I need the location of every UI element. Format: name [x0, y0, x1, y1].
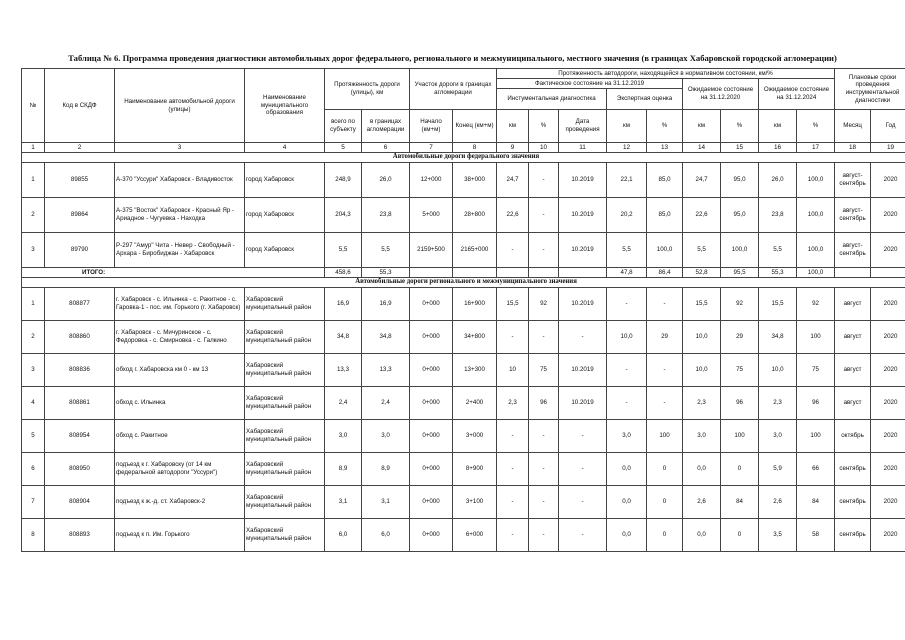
col-km: км [683, 110, 721, 143]
cell-year: 2020 [871, 387, 905, 420]
cell-km3: 24,7 [683, 163, 721, 198]
cell-km3: 0,0 [683, 519, 721, 552]
cell-km2: - [607, 387, 647, 420]
col-expected-2024: Ожидаемое состояние на 31.12.2024 [759, 79, 835, 110]
cell-start: 12+000 [410, 163, 453, 198]
cell-p2: 100 [647, 420, 683, 453]
column-number-cell: 3 [115, 143, 245, 153]
cell-km3: 10,0 [683, 354, 721, 387]
cell-p2: - [647, 387, 683, 420]
col-expert: Экспертная оценка [607, 89, 683, 110]
cell-date: 10.2019 [559, 233, 607, 268]
col-length: Протяженность дороги (улицы), км [325, 69, 410, 110]
cell-name: обход г. Хабаровска км 0 - км 13 [115, 354, 245, 387]
cell-km4: 2,6 [759, 486, 797, 519]
table-row [22, 163, 905, 198]
cell-start: 0+000 [410, 387, 453, 420]
cell-aggl: 3,1 [362, 486, 410, 519]
cell-km2: 5,5 [607, 233, 647, 268]
column-number-cell: 16 [759, 143, 797, 153]
cell-p1: - [529, 321, 559, 354]
column-number-cell: 8 [453, 143, 497, 153]
cell-p3: 0 [721, 453, 759, 486]
cell-date: 10.2019 [559, 387, 607, 420]
cell-km1: - [497, 519, 529, 552]
cell-km4: 3,5 [759, 519, 797, 552]
cell-start: 5+000 [410, 198, 453, 233]
total-cell [529, 268, 559, 278]
column-number-cell: 6 [362, 143, 410, 153]
cell-mun: Хабаровский муниципальный район [245, 486, 325, 519]
cell-mun: Хабаровский муниципальный район [245, 354, 325, 387]
cell-p4: 66 [797, 453, 835, 486]
cell-code: 808877 [45, 288, 115, 321]
col-norm-length: Протяженность автодороги, находящейся в нормативном состоянии, км/% [497, 69, 835, 79]
cell-km4: 15,5 [759, 288, 797, 321]
cell-date: - [559, 420, 607, 453]
cell-code: 808836 [45, 354, 115, 387]
col-end: Конец (км+м) [453, 110, 497, 143]
cell-km2: - [607, 354, 647, 387]
column-number-cell: 19 [871, 143, 905, 153]
cell-km1: - [497, 453, 529, 486]
column-number-cell: 12 [607, 143, 647, 153]
column-number-row [22, 143, 905, 153]
cell-total: 3,0 [325, 420, 362, 453]
cell-month: октябрь [835, 420, 871, 453]
cell-no: 2 [22, 321, 45, 354]
cell-aggl: 13,3 [362, 354, 410, 387]
cell-total: 2,4 [325, 387, 362, 420]
cell-month: август [835, 354, 871, 387]
cell-aggl: 16,9 [362, 288, 410, 321]
cell-p2: 0 [647, 453, 683, 486]
cell-km1: 10 [497, 354, 529, 387]
cell-p3: 75 [721, 354, 759, 387]
cell-p4: 100 [797, 321, 835, 354]
cell-p3: 95,0 [721, 163, 759, 198]
column-number-cell: 7 [410, 143, 453, 153]
cell-p4: 96 [797, 387, 835, 420]
cell-p2: 85,0 [647, 163, 683, 198]
cell-end: 2+400 [453, 387, 497, 420]
cell-mun: Хабаровский муниципальный район [245, 420, 325, 453]
cell-month: август [835, 288, 871, 321]
cell-start: 0+000 [410, 354, 453, 387]
cell-name: подъезд к ж.-д. ст. Хабаровск-2 [115, 486, 245, 519]
cell-km3: 2,3 [683, 387, 721, 420]
table-row [22, 354, 905, 387]
cell-p3: 100 [721, 420, 759, 453]
col-year: Год [871, 110, 905, 143]
cell-mun: город Хабаровск [245, 198, 325, 233]
cell-km2: 0,0 [607, 486, 647, 519]
cell-km3: 2,6 [683, 486, 721, 519]
section-row-federal [22, 153, 905, 163]
cell-date: 10.2019 [559, 288, 607, 321]
cell-name: обход с. Ракитное [115, 420, 245, 453]
table-header [22, 69, 905, 153]
col-km: км [759, 110, 797, 143]
col-no: № [22, 69, 45, 143]
col-km: км [607, 110, 647, 143]
cell-name: обход с. Ильинка [115, 387, 245, 420]
table-row [22, 486, 905, 519]
table-row [22, 519, 905, 552]
col-road-name: Наименование автомобильной дороги (улицы) [115, 69, 245, 143]
cell-code: 89855 [45, 163, 115, 198]
cell-end: 2165+000 [453, 233, 497, 268]
cell-mun: Хабаровский муниципальный район [245, 321, 325, 354]
cell-p4: 92 [797, 288, 835, 321]
cell-total: 5,5 [325, 233, 362, 268]
cell-code: 808904 [45, 486, 115, 519]
total-cell [835, 268, 871, 278]
cell-no: 2 [22, 198, 45, 233]
cell-start: 2159+500 [410, 233, 453, 268]
cell-date: - [559, 486, 607, 519]
cell-no: 8 [22, 519, 45, 552]
cell-year: 2020 [871, 163, 905, 198]
cell-mun: Хабаровский муниципальный район [245, 519, 325, 552]
cell-km4: 26,0 [759, 163, 797, 198]
cell-name: А-375 "Восток" Хабаровск - Красный Яр - Ариадное - Чугуевка - Находка [115, 198, 245, 233]
col-in-agglomeration: в границах агломерации [362, 110, 410, 143]
total-cell: 52,8 [683, 268, 721, 278]
cell-name: г. Хабаровск - с. Мичуринское - с. Федоровка - с. Смирновка - с. Галкино [115, 321, 245, 354]
cell-p1: - [529, 163, 559, 198]
col-total-subject: всего по субъекту [325, 110, 362, 143]
cell-year: 2020 [871, 321, 905, 354]
cell-km3: 15,5 [683, 288, 721, 321]
cell-km1: 22,6 [497, 198, 529, 233]
cell-km1: - [497, 486, 529, 519]
cell-start: 0+000 [410, 321, 453, 354]
cell-p2: 85,0 [647, 198, 683, 233]
cell-km2: 0,0 [607, 453, 647, 486]
cell-code: 89864 [45, 198, 115, 233]
cell-no: 3 [22, 354, 45, 387]
column-number-cell: 2 [45, 143, 115, 153]
cell-p4: 100,0 [797, 198, 835, 233]
cell-month: сентябрь [835, 519, 871, 552]
cell-km1: - [497, 321, 529, 354]
column-number-cell: 13 [647, 143, 683, 153]
total-cell [559, 268, 607, 278]
cell-end: 16+900 [453, 288, 497, 321]
cell-km1: - [497, 233, 529, 268]
cell-total: 34,8 [325, 321, 362, 354]
cell-total: 13,3 [325, 354, 362, 387]
cell-code: 89790 [45, 233, 115, 268]
cell-km1: - [497, 420, 529, 453]
cell-p1: - [529, 453, 559, 486]
cell-end: 3+100 [453, 486, 497, 519]
cell-km3: 10,0 [683, 321, 721, 354]
cell-p4: 84 [797, 486, 835, 519]
cell-mun: Хабаровский муниципальный район [245, 453, 325, 486]
total-cell: 55,3 [362, 268, 410, 278]
cell-code: 808954 [45, 420, 115, 453]
cell-start: 0+000 [410, 420, 453, 453]
cell-p2: 29 [647, 321, 683, 354]
cell-p3: 0 [721, 519, 759, 552]
cell-aggl: 8,9 [362, 453, 410, 486]
cell-km1: 2,3 [497, 387, 529, 420]
cell-date: - [559, 453, 607, 486]
cell-year: 2020 [871, 453, 905, 486]
cell-p2: - [647, 354, 683, 387]
cell-p1: - [529, 198, 559, 233]
cell-start: 0+000 [410, 453, 453, 486]
cell-total: 8,9 [325, 453, 362, 486]
col-date: Дата проведения [559, 110, 607, 143]
cell-name: подъезд к п. Им. Горького [115, 519, 245, 552]
cell-name: подъезд к г. Хабаровску (от 14 км федеральной автодороги "Уссури") [115, 453, 245, 486]
table-row [22, 453, 905, 486]
cell-no: 1 [22, 288, 45, 321]
cell-p2: 0 [647, 519, 683, 552]
cell-aggl: 34,8 [362, 321, 410, 354]
cell-km2: 10,0 [607, 321, 647, 354]
cell-km3: 0,0 [683, 453, 721, 486]
column-number-cell: 11 [559, 143, 607, 153]
cell-code: 808893 [45, 519, 115, 552]
cell-year: 2020 [871, 198, 905, 233]
cell-km3: 22,6 [683, 198, 721, 233]
col-instrumental: Инстументальная диагностика [497, 89, 607, 110]
total-cell [497, 268, 529, 278]
cell-no: 3 [22, 233, 45, 268]
table-row [22, 198, 905, 233]
cell-total: 16,9 [325, 288, 362, 321]
col-pct: % [797, 110, 835, 143]
cell-km4: 23,8 [759, 198, 797, 233]
cell-end: 13+300 [453, 354, 497, 387]
total-cell [871, 268, 905, 278]
col-km: км [497, 110, 529, 143]
cell-aggl: 3,0 [362, 420, 410, 453]
cell-start: 0+000 [410, 519, 453, 552]
cell-no: 1 [22, 163, 45, 198]
col-planned: Плановые сроки проведения инструментальной диагностики [835, 69, 905, 110]
cell-km4: 2,3 [759, 387, 797, 420]
cell-p4: 58 [797, 519, 835, 552]
cell-date: 10.2019 [559, 163, 607, 198]
cell-p2: - [647, 288, 683, 321]
cell-month: август [835, 387, 871, 420]
cell-end: 28+800 [453, 198, 497, 233]
col-pct: % [721, 110, 759, 143]
cell-km2: - [607, 288, 647, 321]
cell-km4: 34,8 [759, 321, 797, 354]
cell-month: сентябрь [835, 486, 871, 519]
cell-km4: 10,0 [759, 354, 797, 387]
cell-km4: 5,9 [759, 453, 797, 486]
cell-p3: 96 [721, 387, 759, 420]
cell-km2: 20,2 [607, 198, 647, 233]
cell-p1: 96 [529, 387, 559, 420]
table-title: Таблица № 6. Программа проведения диагностики автомобильных дорог федерального, регионального и межмуниципального, местного значения (в границах Хабаровской городской агломерации) [68, 53, 837, 63]
col-month: Месяц [835, 110, 871, 143]
cell-date: - [559, 519, 607, 552]
cell-date: - [559, 321, 607, 354]
total-cell: 100,0 [797, 268, 835, 278]
column-number-cell: 18 [835, 143, 871, 153]
cell-no: 7 [22, 486, 45, 519]
cell-p4: 100,0 [797, 163, 835, 198]
column-number-cell: 5 [325, 143, 362, 153]
cell-p4: 100,0 [797, 233, 835, 268]
col-pct: % [647, 110, 683, 143]
cell-p3: 84 [721, 486, 759, 519]
cell-aggl: 2,4 [362, 387, 410, 420]
column-number-cell: 1 [22, 143, 45, 153]
cell-end: 8+900 [453, 453, 497, 486]
cell-end: 6+000 [453, 519, 497, 552]
diagnostics-table [21, 68, 905, 552]
cell-p1: - [529, 420, 559, 453]
section-row-regional [22, 278, 905, 288]
cell-p1: 92 [529, 288, 559, 321]
cell-p3: 92 [721, 288, 759, 321]
total-row [22, 268, 905, 278]
column-number-cell: 9 [497, 143, 529, 153]
cell-month: август-сентябрь [835, 198, 871, 233]
cell-year: 2020 [871, 486, 905, 519]
cell-end: 34+800 [453, 321, 497, 354]
cell-total: 204,3 [325, 198, 362, 233]
total-cell: 95,5 [721, 268, 759, 278]
cell-mun: Хабаровский муниципальный район [245, 288, 325, 321]
table-row [22, 288, 905, 321]
cell-p2: 100,0 [647, 233, 683, 268]
cell-code: 808860 [45, 321, 115, 354]
cell-name: Р-297 "Амур" Чита - Невер - Свободный - Архара - Биробиджан - Хабаровск [115, 233, 245, 268]
cell-year: 2020 [871, 354, 905, 387]
total-cell: 458,6 [325, 268, 362, 278]
total-cell: 47,8 [607, 268, 647, 278]
cell-end: 38+000 [453, 163, 497, 198]
col-code: Код в СКДФ [45, 69, 115, 143]
cell-month: август-сентябрь [835, 163, 871, 198]
total-cell: 55,3 [759, 268, 797, 278]
cell-p3: 29 [721, 321, 759, 354]
column-number-cell: 17 [797, 143, 835, 153]
total-cell: 86,4 [647, 268, 683, 278]
cell-year: 2020 [871, 288, 905, 321]
table-row [22, 321, 905, 354]
cell-mun: город Хабаровск [245, 163, 325, 198]
cell-km2: 3,0 [607, 420, 647, 453]
column-number-cell: 14 [683, 143, 721, 153]
total-cell [453, 268, 497, 278]
col-start: Начало (км+м) [410, 110, 453, 143]
cell-mun: Хабаровский муниципальный район [245, 387, 325, 420]
col-actual: Фактическое состояние на 31.12.2019 [497, 79, 683, 89]
cell-start: 0+000 [410, 288, 453, 321]
table-row [22, 387, 905, 420]
table-body [22, 153, 905, 552]
col-section: Участок дороги в границах агломерации [410, 69, 497, 110]
cell-p3: 95,0 [721, 198, 759, 233]
cell-year: 2020 [871, 233, 905, 268]
cell-p4: 75 [797, 354, 835, 387]
total-cell [410, 268, 453, 278]
cell-aggl: 23,8 [362, 198, 410, 233]
cell-km1: 15,5 [497, 288, 529, 321]
cell-aggl: 6,0 [362, 519, 410, 552]
cell-date: 10.2019 [559, 198, 607, 233]
cell-p3: 100,0 [721, 233, 759, 268]
table-row [22, 420, 905, 453]
cell-p2: 0 [647, 486, 683, 519]
cell-p1: - [529, 519, 559, 552]
column-number-cell: 15 [721, 143, 759, 153]
cell-p1: - [529, 486, 559, 519]
section-title-regional: Автомобильные дороги регионального и межмуниципального значения [22, 278, 905, 288]
cell-total: 248,9 [325, 163, 362, 198]
cell-total: 3,1 [325, 486, 362, 519]
cell-aggl: 5,5 [362, 233, 410, 268]
cell-year: 2020 [871, 519, 905, 552]
col-pct: % [529, 110, 559, 143]
cell-end: 3+000 [453, 420, 497, 453]
cell-p1: - [529, 233, 559, 268]
cell-month: сентябрь [835, 453, 871, 486]
cell-km4: 3,0 [759, 420, 797, 453]
cell-mun: город Хабаровск [245, 233, 325, 268]
cell-no: 6 [22, 453, 45, 486]
cell-month: август-сентябрь [835, 233, 871, 268]
cell-code: 808950 [45, 453, 115, 486]
cell-no: 5 [22, 420, 45, 453]
cell-p4: 100 [797, 420, 835, 453]
cell-km3: 5,5 [683, 233, 721, 268]
cell-km2: 0,0 [607, 519, 647, 552]
cell-km3: 3,0 [683, 420, 721, 453]
cell-total: 6,0 [325, 519, 362, 552]
section-title-federal: Автомобильные дороги федерального значения [22, 153, 905, 163]
cell-p1: 75 [529, 354, 559, 387]
table-row [22, 233, 905, 268]
column-number-cell: 10 [529, 143, 559, 153]
cell-no: 4 [22, 387, 45, 420]
cell-km2: 22,1 [607, 163, 647, 198]
column-number-cell: 4 [245, 143, 325, 153]
cell-aggl: 26,0 [362, 163, 410, 198]
total-label: ИТОГО: [22, 268, 325, 278]
cell-date: 10.2019 [559, 354, 607, 387]
cell-month: август [835, 321, 871, 354]
cell-year: 2020 [871, 420, 905, 453]
col-expected-2020: Ожидаемое состояние на 31.12.2020 [683, 79, 759, 110]
cell-km1: 24,7 [497, 163, 529, 198]
col-municipality: Наименование муниципального образования [245, 69, 325, 143]
cell-code: 808861 [45, 387, 115, 420]
cell-start: 0+000 [410, 486, 453, 519]
cell-name: г. Хабаровск - с. Ильинка - с. Ракитное - с. Гаровка-1 - пос. им. Горького (г. Хабаровск) [115, 288, 245, 321]
cell-km4: 5,5 [759, 233, 797, 268]
cell-name: А-370 "Уссури" Хабаровск - Владивосток [115, 163, 245, 198]
